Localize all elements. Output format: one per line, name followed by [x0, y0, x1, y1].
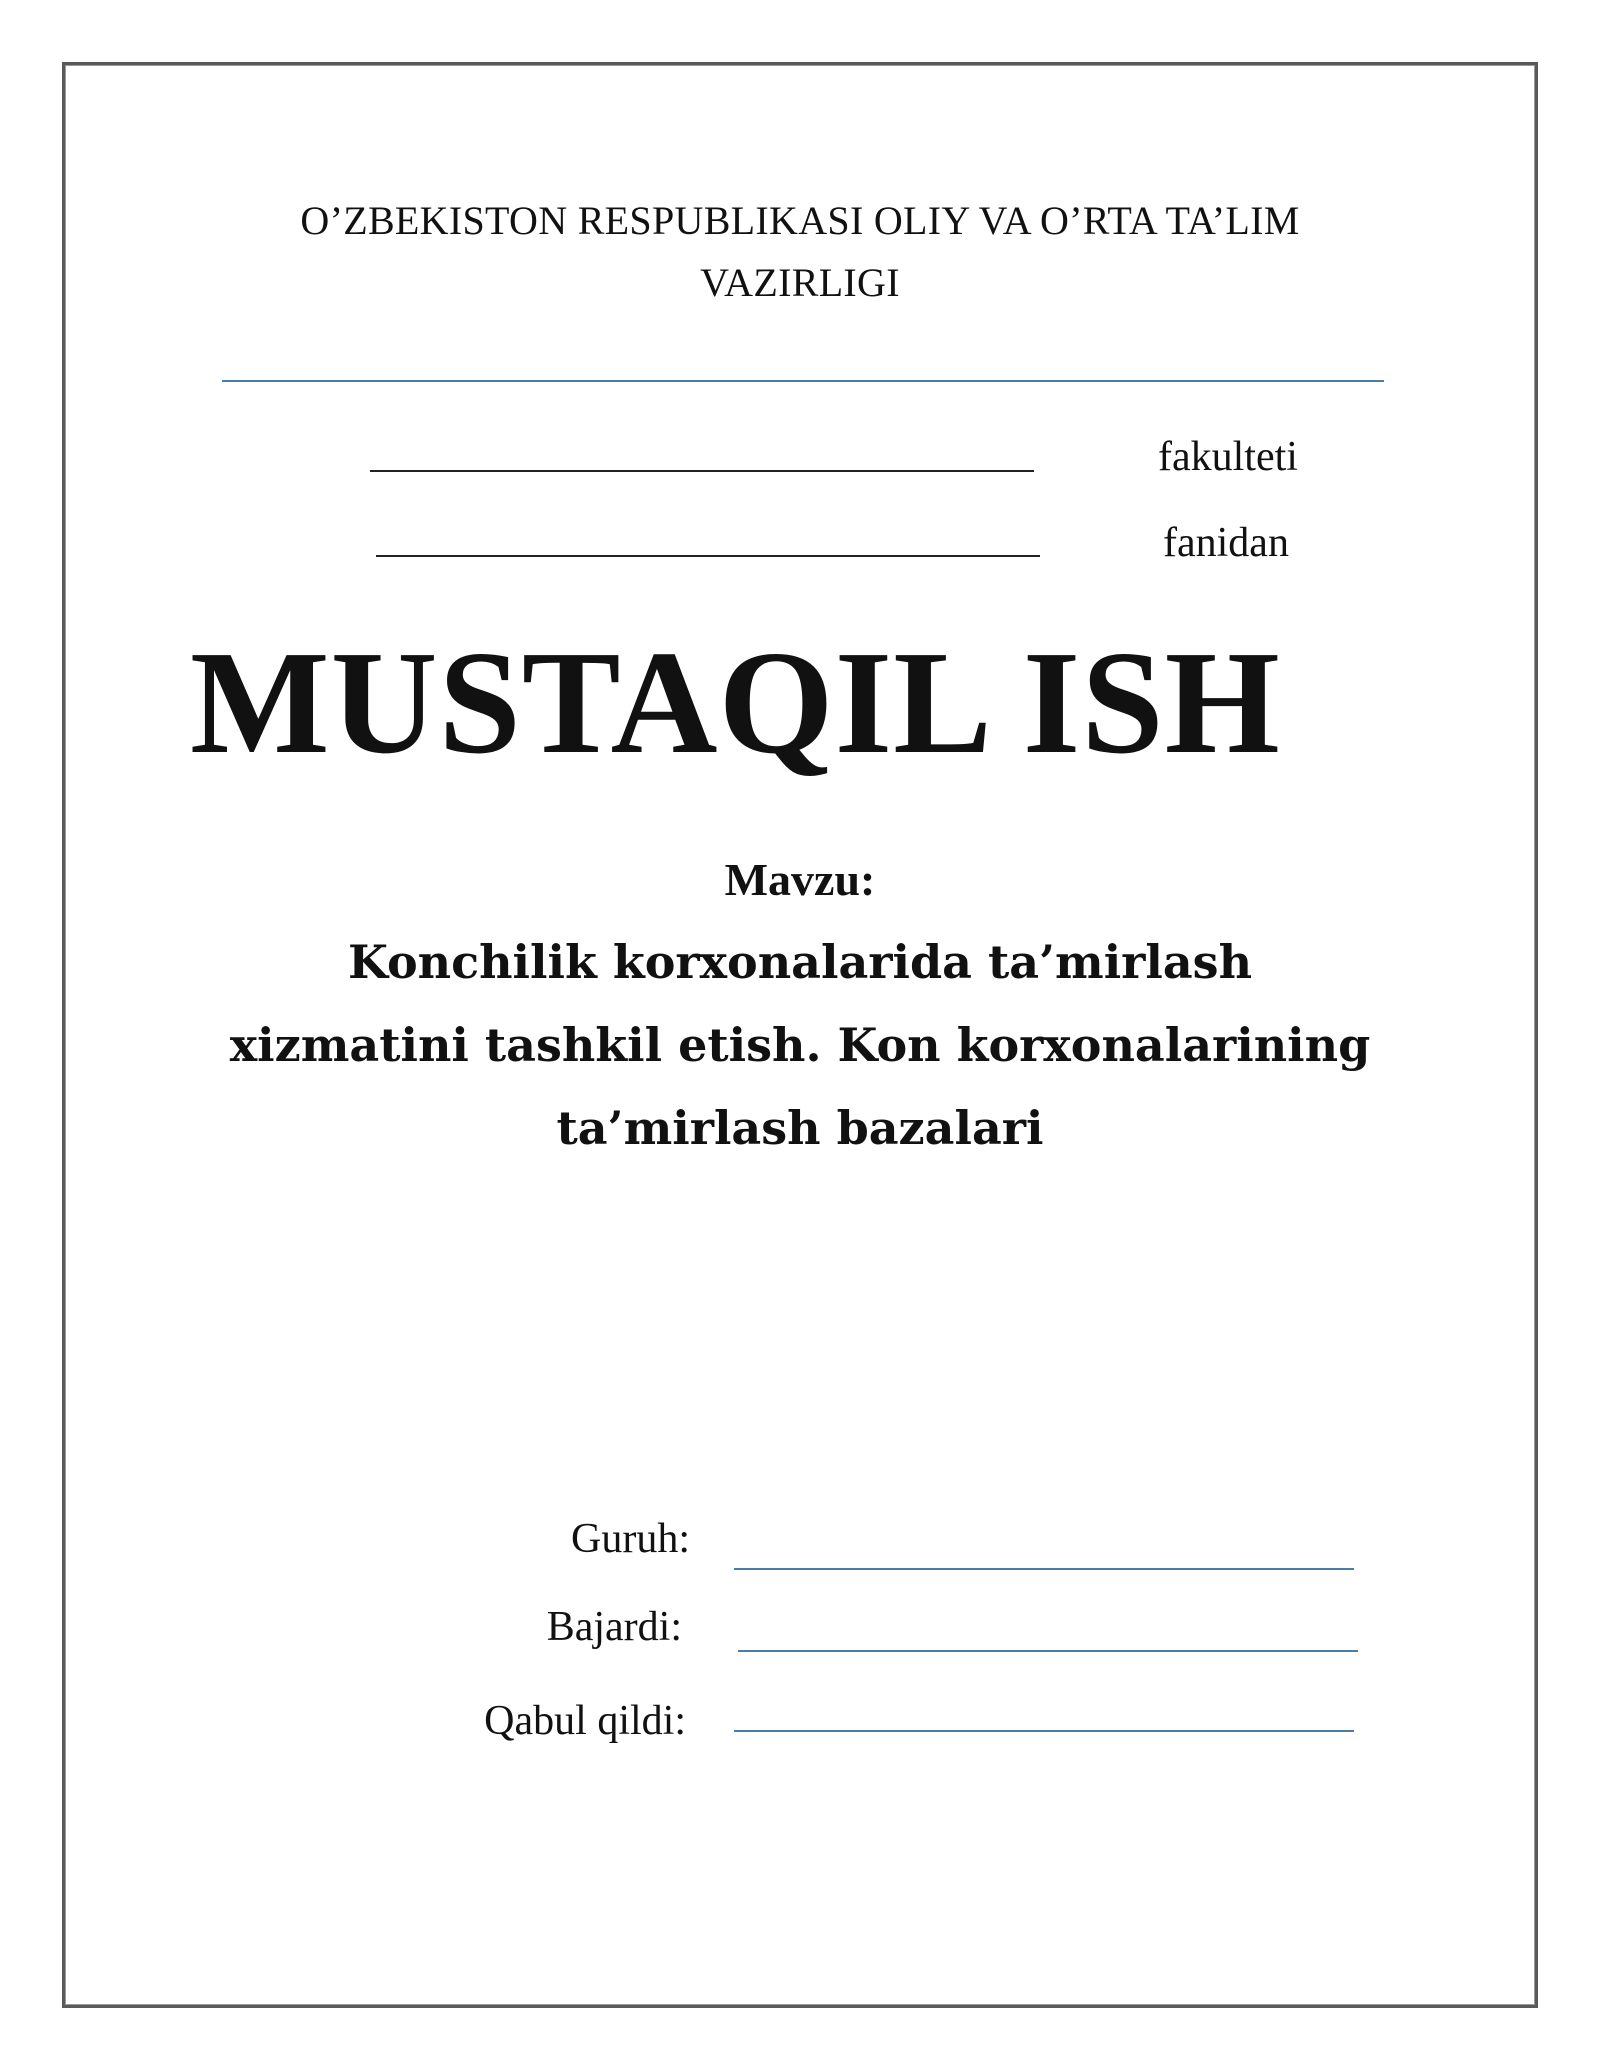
- document-title: MUSTAQIL ISH: [190, 621, 1281, 785]
- topic-line-3: ta’mirlash bazalari: [556, 1101, 1044, 1155]
- group-label: Guruh:: [571, 1516, 690, 1562]
- subject-label: fanidan: [1163, 520, 1289, 566]
- topic-text-1: Konchilik korxonalarida ta’mirlash: [347, 935, 1253, 989]
- ministry-line-1: O’ZBEKISTON RESPUBLIKASI OLIY VA O’RTA TA’LIM: [300, 198, 1300, 243]
- faculty-blank-line: [370, 470, 1034, 472]
- accepted-by-blank-line: [734, 1730, 1354, 1732]
- accepted-by-label: Qabul qildi:: [484, 1698, 686, 1744]
- topic-prefix: Mavzu:: [724, 854, 876, 905]
- ministry-header: [150, 190, 1450, 314]
- performed-by-label: Bajardi:: [546, 1604, 682, 1650]
- group-blank-line: [734, 1568, 1354, 1570]
- subject-blank-line: [376, 555, 1040, 557]
- topic-block: [170, 838, 1430, 1170]
- faculty-label: fakulteti: [1158, 434, 1298, 480]
- institution-blank-line: [222, 380, 1384, 382]
- topic-line-2: xizmatini tashkil etish. Kon korxonalarining: [229, 1018, 1371, 1072]
- performed-by-blank-line: [738, 1650, 1358, 1652]
- ministry-line-2: VAZIRLIGI: [700, 260, 900, 305]
- topic-line-1: [170, 838, 1430, 1004]
